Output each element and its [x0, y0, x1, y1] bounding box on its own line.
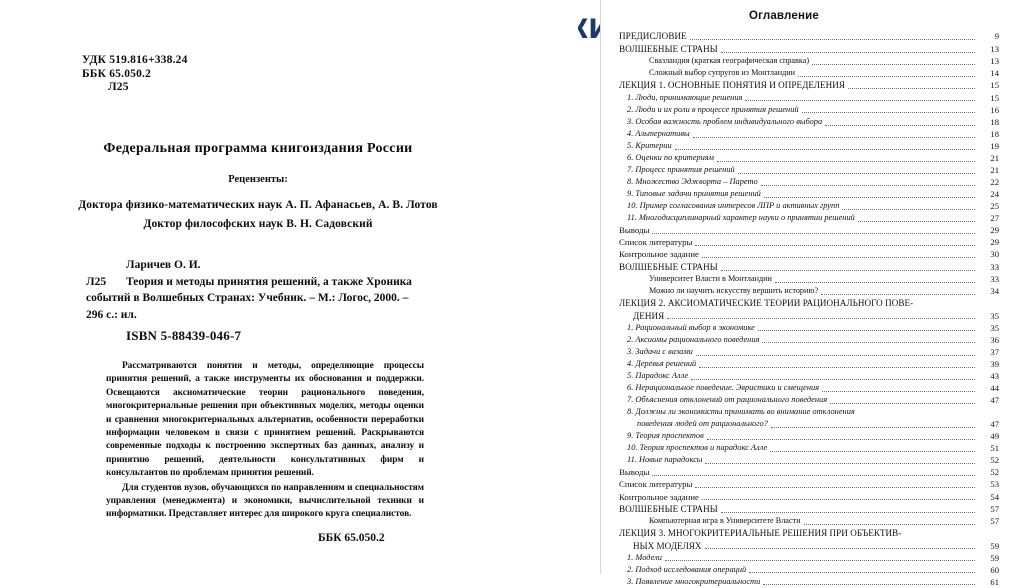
toc-leader-dots: [812, 64, 975, 65]
toc-entry-label: Сложный выбор супругов из Монтландии: [649, 68, 796, 78]
toc-leader-dots: [738, 173, 975, 174]
reviewer-entry: Доктор философских наук В. Н. Садовский: [143, 218, 373, 230]
toc-entry-page: 9: [994, 31, 999, 41]
toc-leader-dots: [691, 379, 975, 380]
toc-entry-page: 47: [990, 419, 999, 430]
toc-entry-label: 4. Деревья решений: [627, 359, 697, 368]
toc-entry-page: 14: [990, 68, 999, 79]
toc-entry-label: ВОЛШЕБНЫЕ СТРАНЫ: [619, 503, 718, 514]
toc-leader-dots: [802, 112, 975, 113]
toc-entry[interactable]: [619, 406, 999, 418]
abstract-paragraph: Для студентов вузов, обучающихся по направлениям и специальностям управления (менеджмента) и экономики, вычислительной техники и информатики. Представляет интерес для широкого круга специалистов.: [106, 482, 424, 520]
toc-entry[interactable]: [619, 140, 999, 152]
toc-entry-label: 10. Пример согласования интересов ЛПР и активных групп: [627, 201, 840, 211]
toc-entry-page: 60: [990, 564, 999, 575]
toc-entry[interactable]: [619, 358, 999, 370]
citation-shelf-mark: Л25: [86, 275, 107, 288]
toc-entry-label: 1. Модели: [627, 552, 662, 562]
toc-entry-page: 37: [990, 346, 999, 357]
toc-entry-label: Контрольное задание: [619, 249, 699, 260]
toc-entry-label: 9. Теория проспектов: [627, 431, 704, 441]
reviewers-label: Рецензенты:: [228, 174, 288, 185]
toc-leader-dots: [758, 330, 975, 331]
toc-leader-dots: [745, 100, 975, 101]
toc-entry-label: 2. Подход исследования операций: [627, 564, 747, 574]
table-of-contents-page: [600, 0, 1013, 587]
book-title-line: Теория и методы принятия решений, а также Хроника: [126, 275, 412, 288]
toc-entry[interactable]: [619, 188, 999, 200]
toc-entry[interactable]: [619, 236, 999, 248]
toc-entry[interactable]: [619, 152, 999, 164]
toc-leader-dots: [770, 451, 975, 452]
toc-entry-label: Университет Власти в Монтландии: [649, 274, 772, 284]
toc-entry[interactable]: [619, 43, 999, 56]
toc-entry-page: 16: [990, 104, 999, 115]
book-abstract: [106, 360, 424, 522]
toc-entry[interactable]: [619, 478, 999, 490]
toc-leader-dots: [699, 367, 975, 368]
toc-entry-label: Можно ли научить искусству вершить историю?: [649, 286, 819, 296]
toc-leader-dots: [652, 233, 975, 234]
toc-entry-page: 18: [990, 129, 999, 140]
toc-entry[interactable]: [619, 370, 999, 382]
toc-entry-label: 7. Процесс принятия решений: [627, 165, 735, 175]
toc-entry[interactable]: [619, 466, 999, 478]
toc-entry-label: Свазландия (краткая географическая справка): [649, 56, 810, 66]
toc-entry-label: 3. Задачи с вазами: [627, 346, 693, 356]
toc-entry-label: 7. Объяснения отклонений от рационального поведения: [627, 395, 828, 405]
toc-entry-label: Выводы: [619, 467, 650, 478]
toc-leader-dots: [721, 52, 975, 53]
toc-entry-page: 43: [990, 371, 999, 382]
toc-entry-label: 8. Множество Эджворта – Парето: [627, 177, 758, 187]
toc-leader-dots: [696, 355, 975, 356]
toc-leader-dots: [825, 125, 975, 126]
toc-entry[interactable]: [619, 576, 999, 588]
book-author: Ларичев О. И.: [126, 259, 201, 271]
toc-entry-page: 51: [990, 443, 999, 454]
toc-leader-dots: [707, 439, 975, 440]
toc-entry-page: 27: [990, 213, 999, 224]
toc-leader-dots: [652, 475, 975, 476]
toc-entry[interactable]: [619, 515, 999, 527]
toc-entry[interactable]: [619, 273, 999, 285]
book-imprint-line: событий в Волшебных Странах: Учебник. – М.: Логос, 2000. –: [86, 292, 409, 304]
toc-entry[interactable]: [619, 261, 999, 274]
toc-entry[interactable]: [619, 176, 999, 188]
toc-entry[interactable]: [619, 442, 999, 454]
toc-entry-label: 4. Альтернативы: [627, 129, 690, 139]
toc-leader-dots: [798, 76, 975, 77]
toc-entry-page: 25: [990, 201, 999, 212]
toc-entry[interactable]: [619, 310, 999, 322]
toc-leader-dots: [690, 39, 975, 40]
toc-entry-label: 10. Теория проспектов и парадокс Алле: [627, 443, 768, 453]
toc-entry[interactable]: [619, 285, 999, 297]
toc-entry-label: 2. Люди и их роли в процессе принятия решений: [627, 104, 799, 114]
toc-entry-page: 47: [990, 395, 999, 406]
toc-entry-label: 1. Люди, принимающие решения: [627, 92, 743, 102]
toc-entry[interactable]: [619, 454, 999, 466]
toc-entry-page: 30: [990, 249, 999, 260]
toc-leader-dots: [702, 499, 975, 500]
toc-entry[interactable]: [619, 418, 999, 430]
isbn-number: ISBN 5-88439-046-7: [126, 328, 242, 343]
toc-entry[interactable]: [619, 55, 999, 67]
toc-entry-label: Список литературы: [619, 479, 693, 490]
toc-entry-label: Компьютерная игра в Университете Власти: [649, 516, 801, 526]
book-pages-line: 296 с.: ил.: [86, 308, 137, 321]
toc-entry-page: 24: [990, 189, 999, 200]
toc-entry-label: НЫХ МОДЕЛЯХ: [633, 540, 702, 551]
toc-entry-label: 8. Должны ли экономисты принимать во внимание отклонения: [627, 407, 855, 417]
toc-entry-page: 13: [990, 56, 999, 67]
toc-entry-label: ЛЕКЦИЯ 3. МНОГОКРИТЕРИАЛЬНЫЕ РЕШЕНИЯ ПРИ ОБЪЕКТИВ-: [619, 528, 902, 539]
toc-entry[interactable]: [619, 164, 999, 176]
toc-entry-label: Выводы: [619, 225, 650, 236]
toc-leader-dots: [771, 427, 975, 428]
toc-entry-page: 39: [990, 359, 999, 369]
toc-entry-label: ДЕНИЯ: [633, 310, 665, 321]
federal-program-heading: Федеральная программа книгоиздания России: [103, 141, 413, 156]
toc-entry[interactable]: [619, 67, 999, 79]
toc-entry-page: 29: [990, 225, 999, 236]
toc-entry[interactable]: [619, 79, 999, 92]
toc-leader-dots: [848, 88, 975, 89]
toc-entry-page: 33: [990, 274, 999, 285]
toc-leader-dots: [717, 161, 975, 162]
toc-entry[interactable]: [619, 30, 999, 43]
toc-entry-page: 61: [990, 576, 999, 587]
toc-entry-label: 11. Новые парадоксы: [627, 455, 703, 465]
book-imprint-page: [18, 8, 578, 566]
toc-entry-label: 5. Критерии: [627, 141, 672, 151]
toc-entry[interactable]: [619, 382, 999, 394]
toc-leader-dots: [775, 282, 975, 283]
toc-entry-label: 3. Появление многокритериальности: [627, 576, 761, 586]
toc-entry-page: 53: [990, 479, 999, 490]
toc-entry-page: 21: [990, 165, 999, 176]
toc-leader-dots: [842, 209, 975, 210]
toc-entry[interactable]: [619, 224, 999, 236]
toc-entry-page: 52: [990, 467, 999, 478]
toc-leader-dots: [762, 342, 975, 343]
toc-entry-page: 49: [990, 431, 999, 442]
toc-entry[interactable]: [619, 527, 999, 540]
toc-leader-dots: [695, 245, 975, 246]
toc-entry-page: 54: [990, 491, 999, 502]
toc-entry-page: 22: [990, 177, 999, 188]
toc-entry[interactable]: [619, 104, 999, 116]
toc-entry-label: ЛЕКЦИЯ 1. ОСНОВНЫЕ ПОНЯТИЯ И ОПРЕДЕЛЕНИЯ: [619, 80, 845, 91]
reviewer-entry: Доктора физико-математических наук А. П. Афанасьев, А. В. Лотов: [78, 199, 438, 211]
shelf-code: Л25: [108, 81, 129, 93]
toc-entry[interactable]: [619, 491, 999, 503]
toc-entry-page: 57: [990, 503, 999, 514]
toc-entry-page: 34: [990, 286, 999, 297]
toc-entry-label: 9. Типовые задачи принятия решений: [627, 189, 761, 199]
toc-entry-page: 59: [990, 552, 999, 563]
toc-leader-dots: [721, 512, 975, 513]
toc-entry-page: 35: [990, 322, 999, 333]
toc-entry-label: 6. Нерациональное поведение. Эвристики и смещения: [627, 383, 820, 393]
toc-entry-page: 18: [990, 116, 999, 127]
toc-entry[interactable]: [619, 128, 999, 140]
toc-leader-dots: [705, 548, 975, 549]
toc-entry-label: Контрольное задание: [619, 491, 699, 502]
toc-entry[interactable]: [619, 334, 999, 346]
toc-leader-dots: [761, 185, 975, 186]
toc-entry[interactable]: [619, 92, 999, 104]
toc-leader-dots: [721, 270, 975, 271]
toc-entry-page: 52: [990, 455, 999, 466]
toc-entry[interactable]: [619, 503, 999, 516]
toc-entry-page: 15: [990, 80, 999, 91]
toc-entry-page: 35: [990, 310, 999, 321]
toc-leader-dots: [764, 197, 975, 198]
bbk-footer-code: ББК 65.050.2: [318, 532, 385, 544]
toc-leader-dots: [665, 560, 975, 561]
toc-entry[interactable]: [619, 297, 999, 310]
toc-entry-page: 59: [990, 540, 999, 551]
toc-entry[interactable]: [619, 430, 999, 442]
toc-entry-label: 5. Парадокс Алле: [627, 371, 689, 381]
toc-entry-page: 19: [990, 141, 999, 152]
toc-entry[interactable]: [619, 248, 999, 260]
toc-leader-dots: [763, 584, 975, 585]
toc-entry-label: 1. Рациональный выбор в экономике: [627, 322, 755, 332]
toc-entry-label: ВОЛШЕБНЫЕ СТРАНЫ: [619, 43, 718, 54]
toc-entry[interactable]: [619, 212, 999, 224]
abstract-paragraph: Рассматриваются понятия и методы, определяющие процессы принятия решений, а также инструменты их обоснования и поддержки. Освещаются аксиоматические теории рационального поведения, многокритериальные решения при объективных моделях, методы оценки и сравнения многокритериальных альтернатив, особенности переработки информации человеком в связи с принятием решений. Раскрываются современные подходы к построению экспертных баз данных, анализу и принятию решений, деятельности консультативных фирм и консультантов по проблемам принятия решений.: [106, 361, 424, 479]
toc-entry[interactable]: [619, 564, 999, 576]
toc-leader-dots: [858, 221, 975, 222]
toc-leader-dots: [804, 524, 975, 525]
toc-entry-label: 11. Многодисциплинарный характер науки о принятии решений: [627, 213, 855, 223]
toc-entry-page: 13: [990, 43, 999, 54]
toc-leader-dots: [830, 403, 975, 404]
toc-leader-dots: [822, 391, 975, 392]
toc-entry-page: 44: [990, 383, 999, 394]
toc-entry[interactable]: [619, 116, 999, 128]
toc-entry-page: 15: [990, 92, 999, 103]
book-citation: [86, 257, 506, 323]
toc-leader-dots: [693, 137, 975, 138]
toc-entry-page: 21: [990, 153, 999, 164]
toc-list: [601, 30, 1013, 588]
toc-entry[interactable]: [619, 394, 999, 406]
toc-entry-page: 36: [990, 334, 999, 345]
classification-codes: [82, 54, 188, 95]
toc-entry-label: 3. Особая важность проблем индивидуального выбора: [627, 116, 823, 126]
toc-entry-label: ВОЛШЕБНЫЕ СТРАНЫ: [619, 261, 718, 272]
toc-leader-dots: [821, 294, 975, 295]
bbk-code: ББК 65.050.2: [82, 67, 152, 80]
toc-leader-dots: [667, 318, 975, 319]
toc-entry-label: 6. Оценки по критериям: [627, 153, 715, 163]
toc-entry-page: 33: [990, 261, 999, 272]
toc-entry-page: 57: [990, 516, 999, 527]
toc-entry-label: поведения людей от рационального?: [637, 419, 768, 429]
toc-entry-label: ЛЕКЦИЯ 2. АКСИОМАТИЧЕСКИЕ ТЕОРИИ РАЦИОНАЛЬНОГО ПОВЕ-: [619, 298, 914, 309]
toc-leader-dots: [749, 572, 975, 573]
toc-entry[interactable]: [619, 200, 999, 212]
toc-leader-dots: [675, 149, 975, 150]
toc-entry[interactable]: [619, 346, 999, 358]
toc-heading: Оглавление: [748, 10, 820, 22]
toc-leader-dots: [695, 487, 975, 488]
toc-entry-label: 2. Аксиомы рационального поведения: [627, 334, 760, 344]
toc-leader-dots: [705, 463, 975, 464]
toc-entry[interactable]: [619, 322, 999, 334]
udk-code: УДК 519.816+338.24: [82, 54, 188, 66]
toc-entry-label: Список литературы: [619, 237, 693, 248]
toc-entry-label: ПРЕДИСЛОВИЕ: [619, 31, 687, 41]
toc-entry[interactable]: [619, 540, 999, 552]
toc-entry-page: 29: [990, 237, 999, 248]
toc-entry[interactable]: [619, 552, 999, 564]
toc-leader-dots: [702, 257, 975, 258]
